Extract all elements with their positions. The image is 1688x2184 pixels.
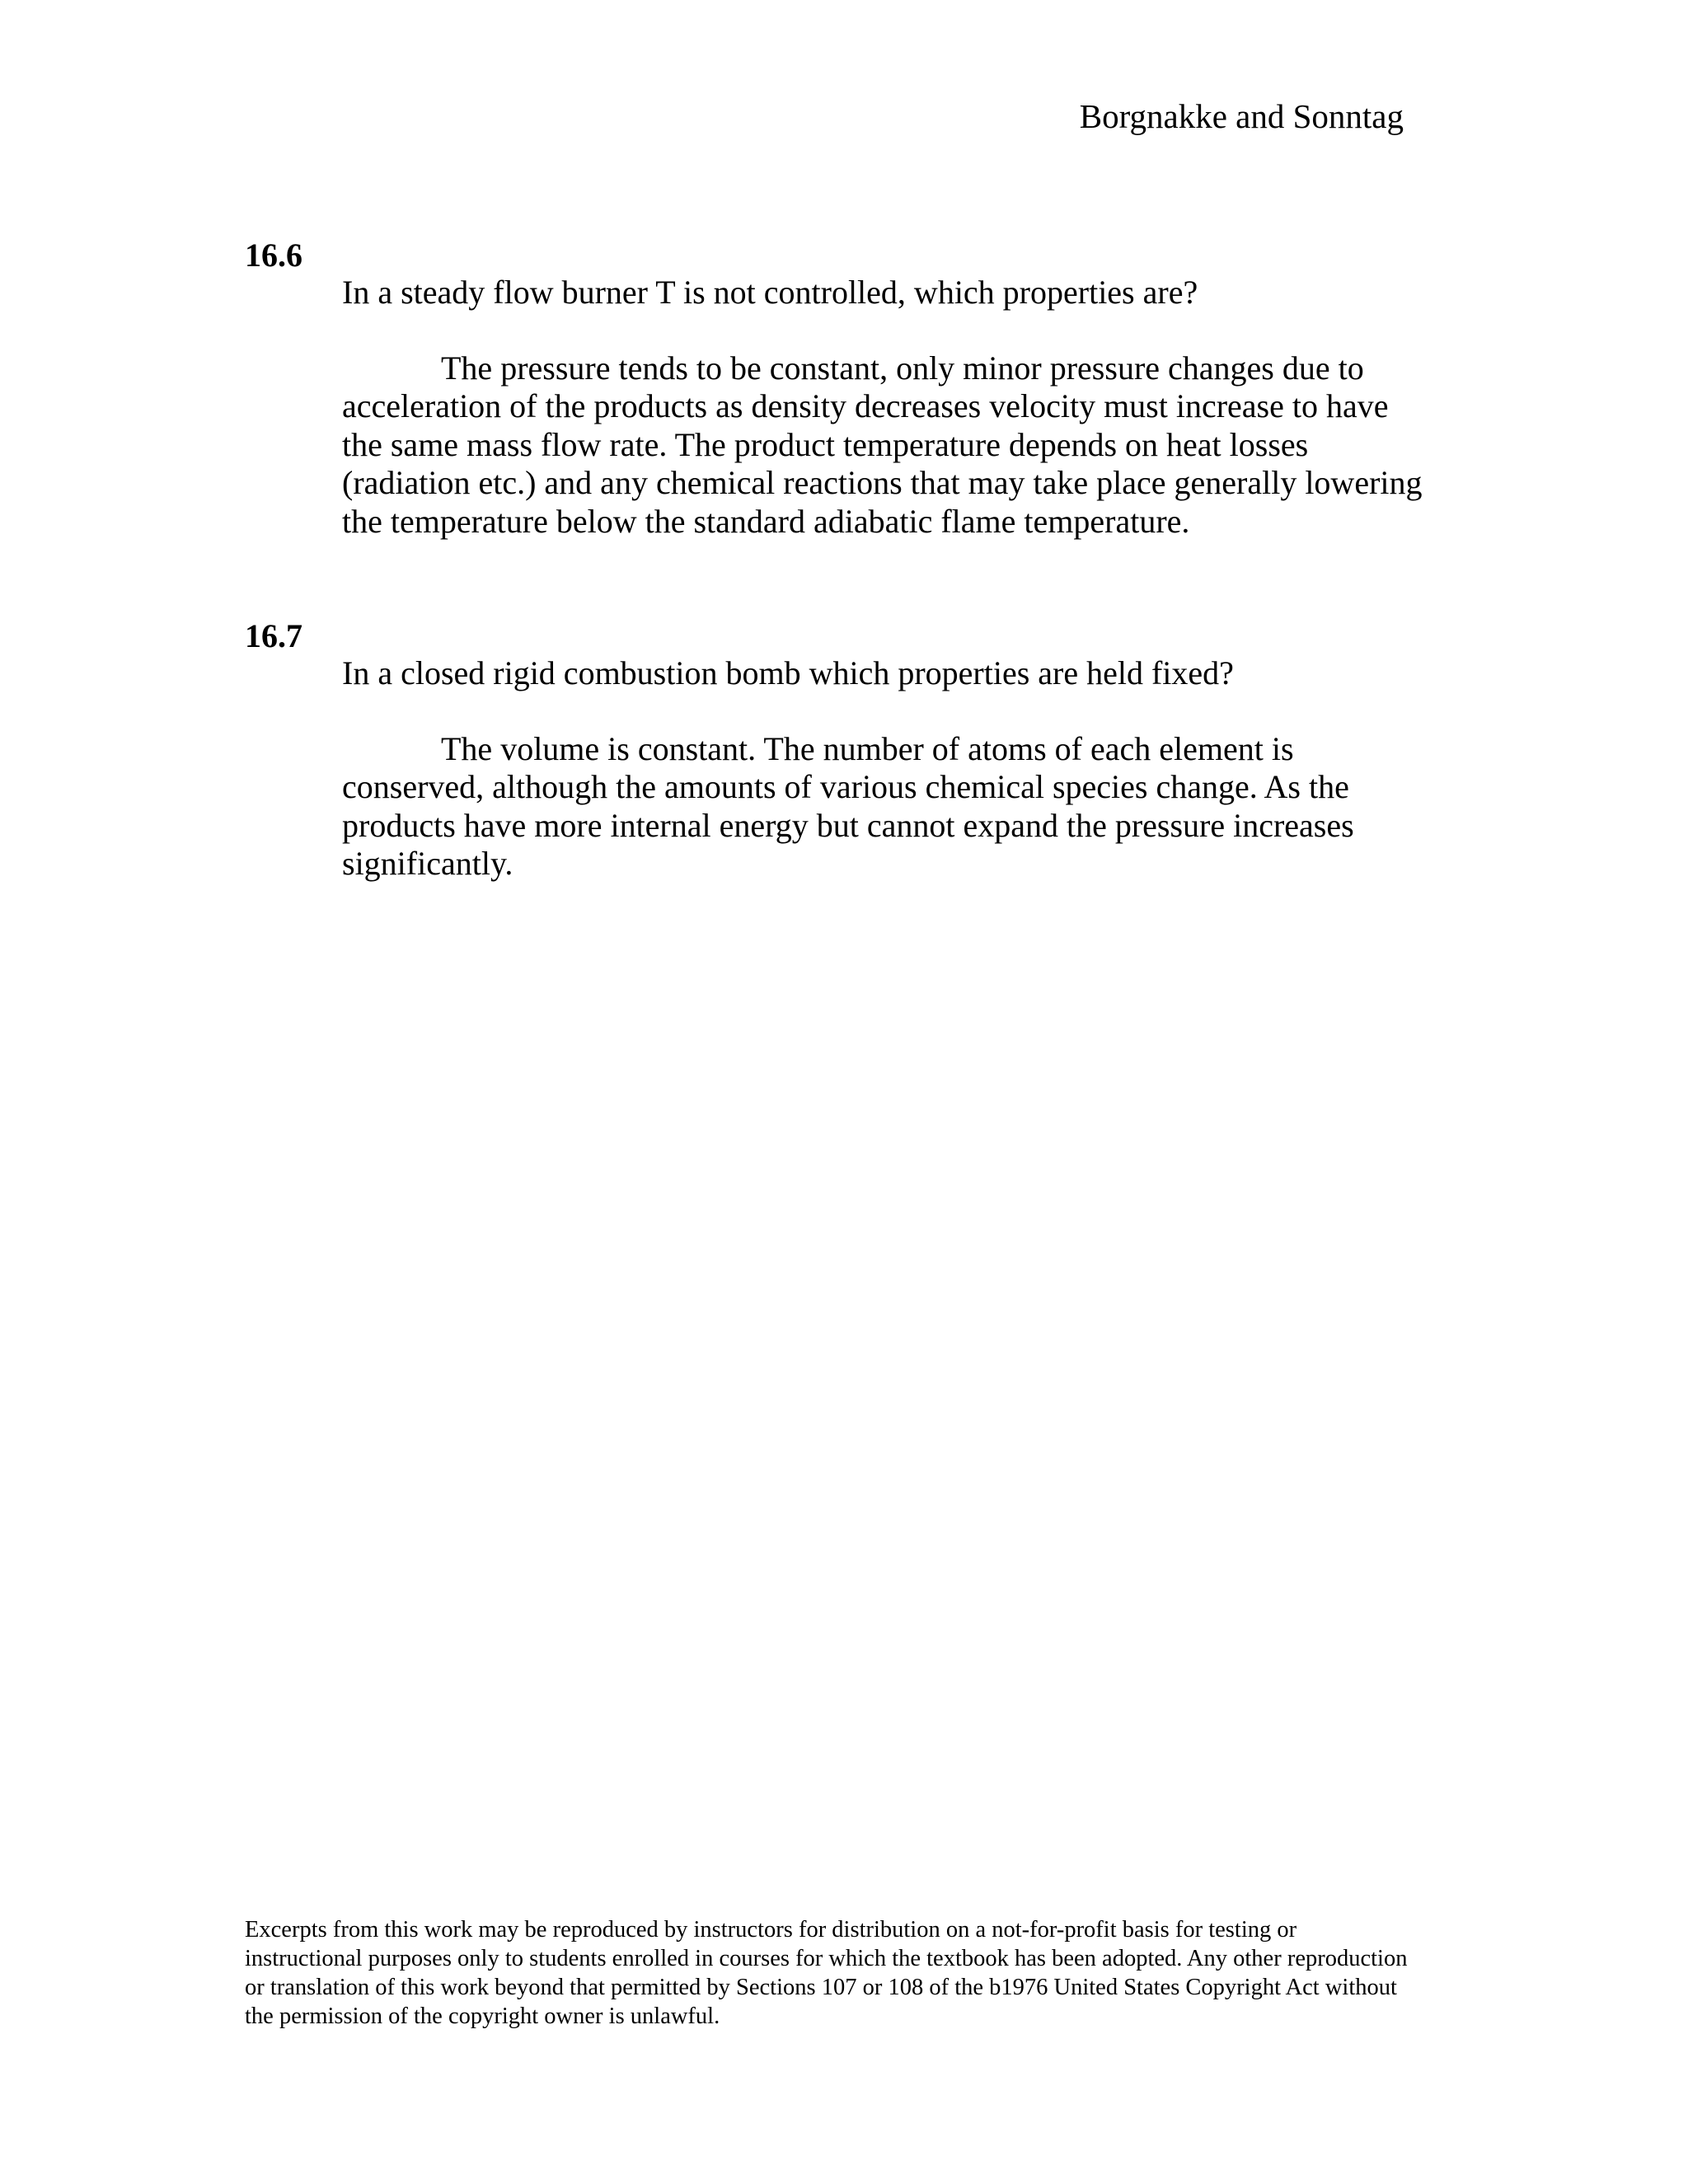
copyright-footer: Excerpts from this work may be reproduced by instructors for distribution on a not-for-profit basis for testing or instructional purposes only to students enrolled in courses for which the textbook has been adopted. Any other reproduction or translation of this work beyond that permitted by Sections 107 or 108 of the b1976 United States Copyright Act without the permission of the copyright owner is unlawful. (245, 1917, 1408, 2029)
problem-16-6 (245, 237, 1440, 541)
problem-16-7 (245, 618, 1440, 883)
problem-number: 16.6 (245, 237, 302, 274)
problem-question: In a closed rigid combustion bomb which properties are held fixed? (342, 654, 1234, 691)
problem-answer: The pressure tends to be constant, only minor pressure changes due to acceleration of the products as density decreases velocity must increase to have the same mass flow rate. The product temperature depends on heat losses (radiation etc.) and any chemical reactions that may take place generally lowering the temperature below the standard adiabatic flame temperature. (342, 349, 1423, 540)
page-header-authors: Borgnakke and Sonntag (1079, 97, 1404, 135)
problem-question: In a steady flow burner T is not controlled, which properties are? (342, 274, 1198, 311)
problem-number: 16.7 (245, 617, 302, 654)
problem-answer: The volume is constant. The number of atoms of each element is conserved, although the amounts of various chemical species change. As the products have more internal energy but cannot expand the pressure increases significantly. (342, 730, 1354, 883)
